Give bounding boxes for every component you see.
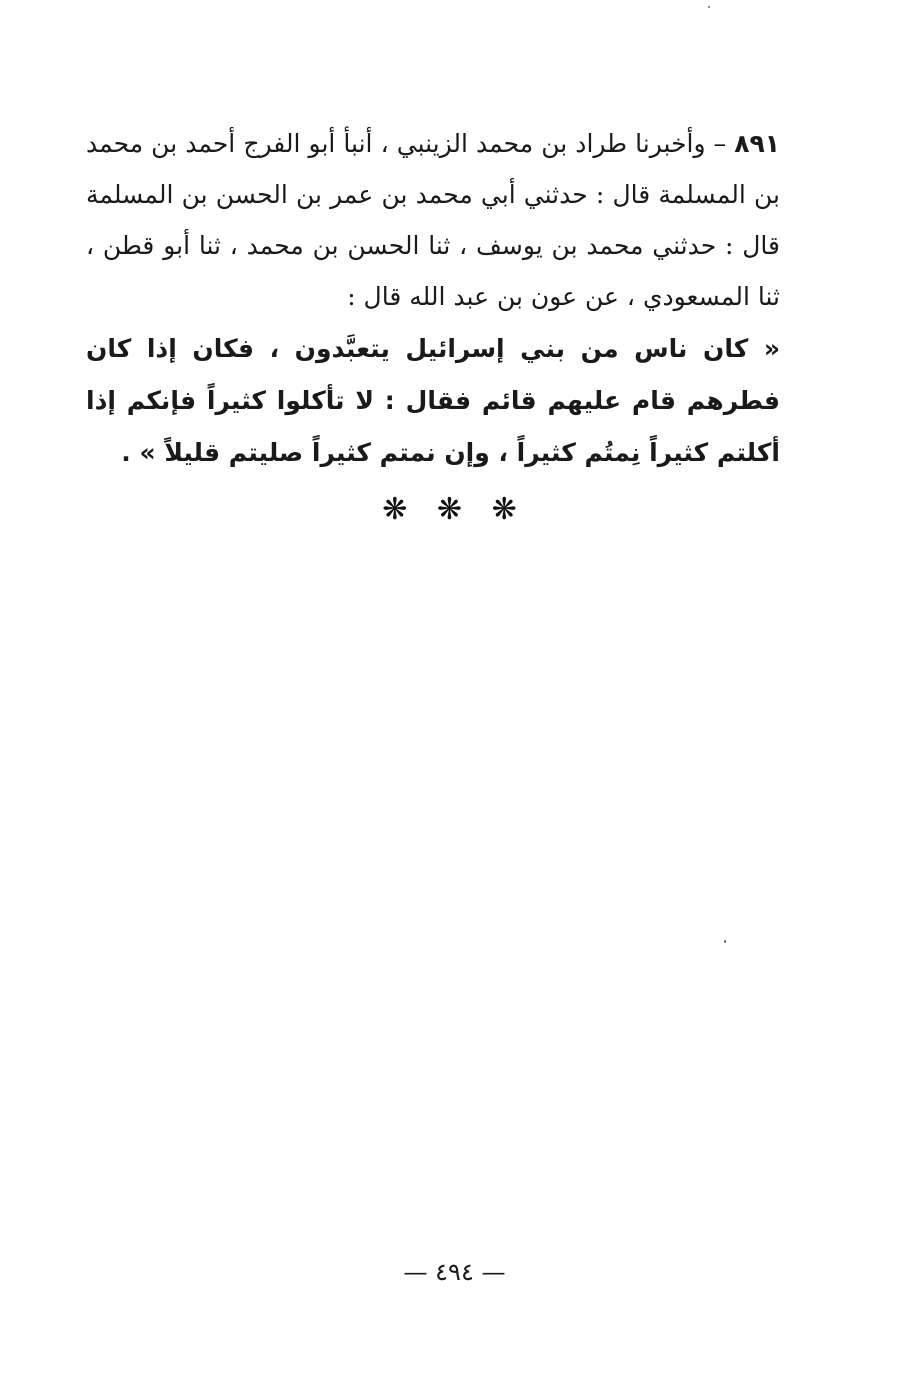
section-separator: ❋ ❋ ❋	[382, 492, 527, 527]
scan-speck	[724, 940, 726, 943]
page-number: — ٤٩٤ —	[403, 1258, 506, 1286]
matn-paragraph: « كان ناس من بني إسرائيل يتعبَّدون ، فكان إذا كان فطرهم قام عليهم قائم فقال : لا تأكلوا كثيراً فإنكم إذا أكلتم كثيراً نِمتُم كثيراً ، وإن نمتم كثيراً صليتم قليلاً » .	[86, 334, 780, 467]
isnad-text: – وأخبرنا طراد بن محمد الزينبي ، أنبأ أبو الفرج أحمد بن محمد بن المسلمة قال : حدثني أبي محمد بن عمر بن الحسن بن المسلمة قال : حدثني محمد بن يوسف ، ثنا الحسن بن محمد ، ثنا أبو قطن ، ثنا المسعودي ، عن عون بن عبد الله قال :	[86, 129, 780, 311]
isnad-paragraph	[86, 118, 780, 322]
hadith-number: ٨٩١	[734, 129, 780, 158]
scan-speck	[708, 6, 710, 8]
